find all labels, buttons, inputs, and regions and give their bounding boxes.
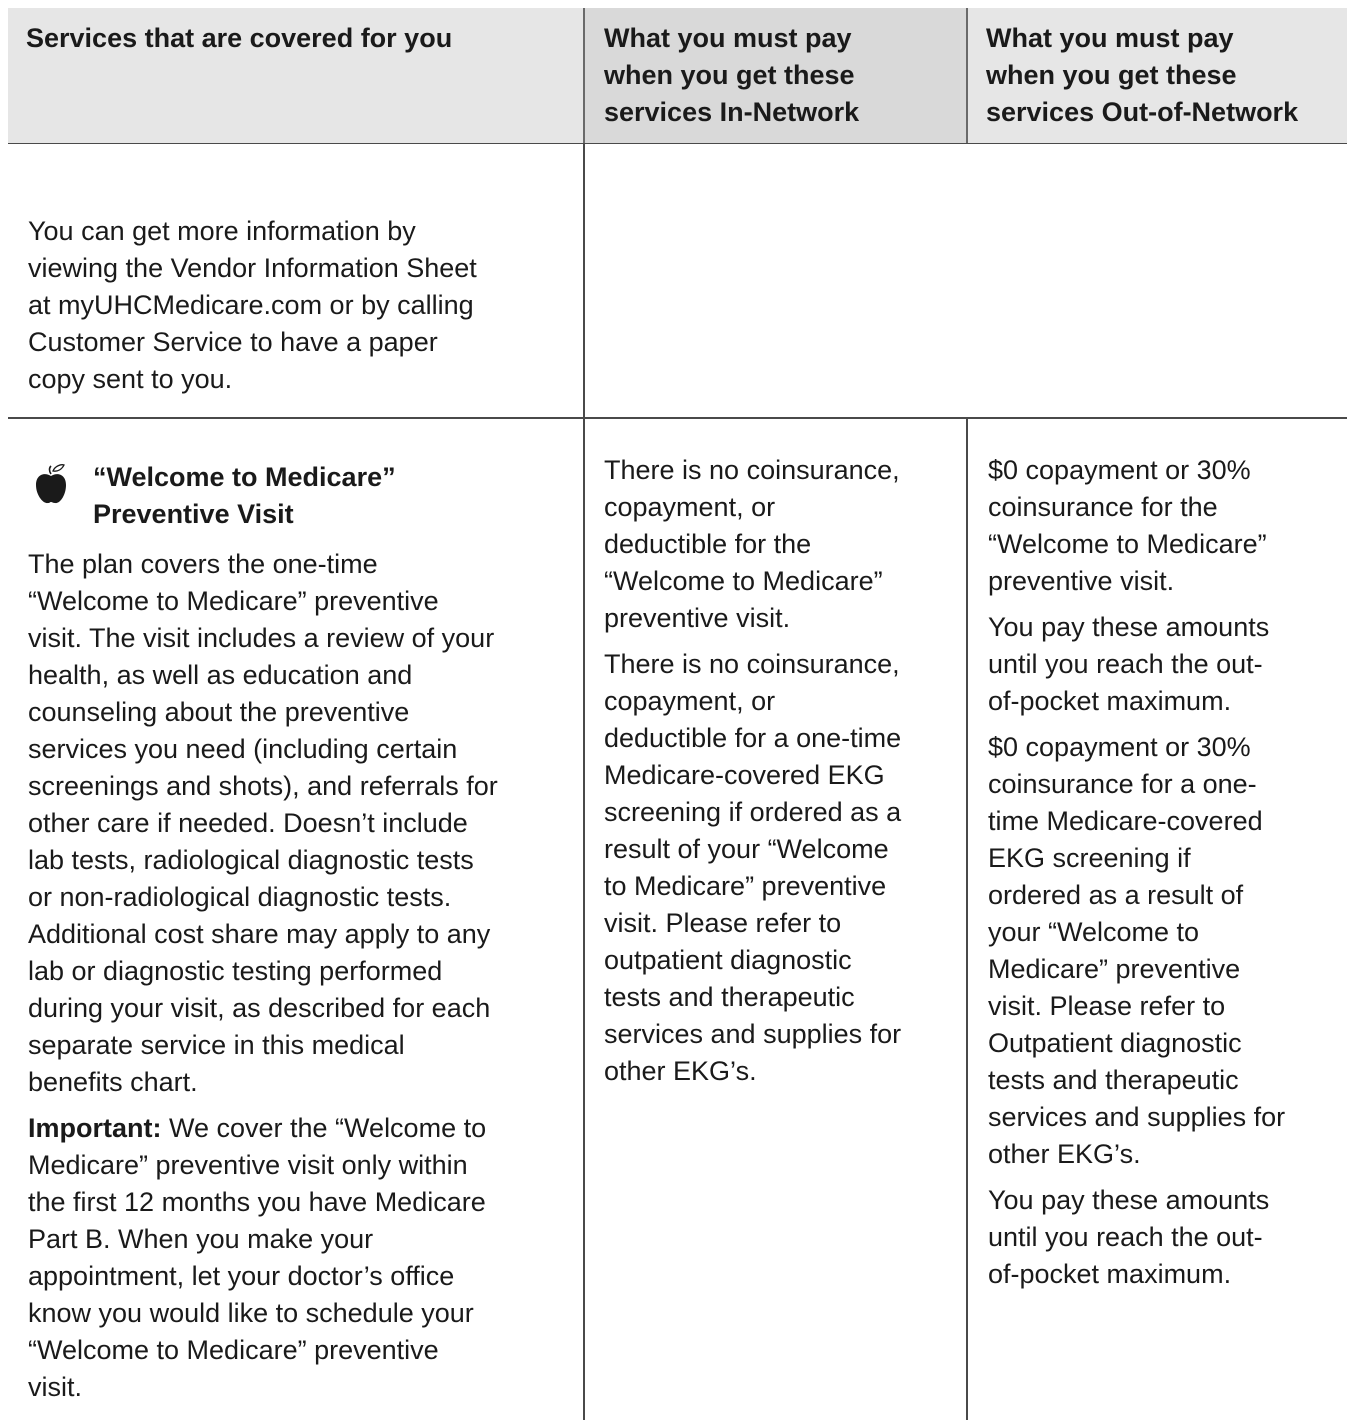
out-network-line: your “Welcome to (988, 917, 1200, 947)
out-network-line: ordered as a result of (988, 880, 1244, 910)
header-out-network-line: services Out-of-Network (986, 97, 1299, 127)
in-network-line: visit. Please refer to (604, 908, 842, 938)
header-in-network-line: when you get these (604, 60, 855, 90)
info-line: viewing the Vendor Information Sheet (28, 253, 477, 283)
header-services: Services that are covered for you (26, 23, 453, 53)
desc-line: benefits chart. (28, 1067, 198, 1097)
desc-line: The plan covers the one-time (28, 549, 378, 579)
desc-line: other care if needed. Doesn’t include (28, 808, 468, 838)
header-divider (966, 8, 968, 143)
out-network-line: of-pocket maximum. (988, 1259, 1232, 1289)
in-network-line: copayment, or (604, 686, 776, 716)
out-network-line: tests and therapeutic (988, 1065, 1239, 1095)
desc-line: visit. The visit includes a review of your (28, 623, 495, 653)
in-network-line: There is no coinsurance, (604, 649, 900, 679)
column-divider (966, 418, 968, 1420)
header-divider (583, 8, 585, 143)
in-network-line: outpatient diagnostic (604, 945, 852, 975)
in-network-line: result of your “Welcome (604, 834, 889, 864)
out-network-paragraph (988, 1182, 1343, 1293)
in-network-paragraph (604, 452, 959, 637)
info-line: You can get more information by (28, 216, 416, 246)
out-network-line: preventive visit. (988, 566, 1175, 596)
in-network-line: Medicare-covered EKG (604, 760, 885, 790)
header-out-of-network (967, 8, 1347, 143)
row-divider (8, 417, 1347, 419)
service-title-line: “Welcome to Medicare” (93, 462, 396, 492)
out-network-line: Medicare” preventive (988, 954, 1241, 984)
important-text: We cover the “Welcome to (161, 1113, 487, 1143)
desc-line: health, as well as education and (28, 660, 413, 690)
important-line: visit. (28, 1372, 82, 1402)
in-network-line: deductible for the (604, 529, 812, 559)
in-network-line: to Medicare” preventive (604, 871, 887, 901)
row2-in-network-cell (604, 452, 959, 1099)
out-network-line: visit. Please refer to (988, 991, 1226, 1021)
row2-out-of-network-cell (988, 452, 1343, 1302)
out-network-line: other EKG’s. (988, 1139, 1141, 1169)
important-line: Part B. When you make your (28, 1224, 374, 1254)
important-line: know you would like to schedule your (28, 1298, 474, 1328)
info-line: copy sent to you. (28, 364, 233, 394)
desc-line: during your visit, as described for each (28, 993, 491, 1023)
out-network-line: EKG screening if (988, 843, 1191, 873)
out-network-line: time Medicare-covered (988, 806, 1263, 836)
header-out-network-line: when you get these (986, 60, 1237, 90)
in-network-line: preventive visit. (604, 603, 791, 633)
important-line: appointment, let your doctor’s office (28, 1261, 455, 1291)
in-network-line: screening if ordered as a (604, 797, 902, 827)
header-out-network-line: What you must pay (986, 23, 1234, 53)
row2-services-cell (28, 546, 578, 1415)
service-title (93, 459, 563, 533)
in-network-line: “Welcome to Medicare” (604, 566, 883, 596)
in-network-line: other EKG’s. (604, 1056, 757, 1086)
out-network-line: $0 copayment or 30% (988, 455, 1251, 485)
in-network-paragraph (604, 646, 959, 1090)
out-network-paragraph (988, 609, 1343, 720)
in-network-line: There is no coinsurance, (604, 455, 900, 485)
service-description (28, 546, 578, 1101)
header-in-network-line: services In-Network (604, 97, 860, 127)
out-network-line: coinsurance for a one- (988, 769, 1257, 799)
out-network-line: “Welcome to Medicare” (988, 529, 1267, 559)
desc-line: “Welcome to Medicare” preventive (28, 586, 439, 616)
apple-icon (34, 463, 68, 505)
out-network-line: You pay these amounts (988, 612, 1270, 642)
important-line: the first 12 months you have Medicare (28, 1187, 486, 1217)
benefits-table (8, 8, 1347, 1420)
column-divider (583, 144, 585, 1420)
important-line: “Welcome to Medicare” preventive (28, 1335, 439, 1365)
desc-line: Additional cost share may apply to any (28, 919, 491, 949)
out-network-line: services and supplies for (988, 1102, 1286, 1132)
in-network-line: tests and therapeutic (604, 982, 855, 1012)
header-in-network (583, 8, 967, 143)
out-network-line: until you reach the out- (988, 1222, 1263, 1252)
out-network-line: Outpatient diagnostic (988, 1028, 1242, 1058)
info-line: at myUHCMedicare.com or by calling (28, 290, 474, 320)
info-line: Customer Service to have a paper (28, 327, 438, 357)
out-network-line: You pay these amounts (988, 1185, 1270, 1215)
important-label: Important: (28, 1113, 162, 1143)
service-title-line: Preventive Visit (93, 499, 294, 529)
out-network-paragraph (988, 729, 1343, 1173)
desc-line: services you need (including certain (28, 734, 458, 764)
in-network-line: copayment, or (604, 492, 776, 522)
out-network-line: coinsurance for the (988, 492, 1218, 522)
out-network-line: until you reach the out- (988, 649, 1263, 679)
out-network-paragraph (988, 452, 1343, 600)
in-network-line: deductible for a one-time (604, 723, 902, 753)
desc-line: separate service in this medical (28, 1030, 405, 1060)
important-note (28, 1110, 578, 1406)
table-header (8, 8, 1347, 144)
out-network-line: of-pocket maximum. (988, 686, 1232, 716)
out-network-line: $0 copayment or 30% (988, 732, 1251, 762)
desc-line: screenings and shots), and referrals for (28, 771, 498, 801)
header-in-network-line: What you must pay (604, 23, 852, 53)
desc-line: lab tests, radiological diagnostic tests (28, 845, 474, 875)
in-network-line: services and supplies for (604, 1019, 902, 1049)
desc-line: or non-radiological diagnostic tests. (28, 882, 452, 912)
desc-line: counseling about the preventive (28, 697, 410, 727)
desc-line: lab or diagnostic testing performed (28, 956, 443, 986)
important-line: Medicare” preventive visit only within (28, 1150, 468, 1180)
row1-services-cell (28, 213, 573, 398)
